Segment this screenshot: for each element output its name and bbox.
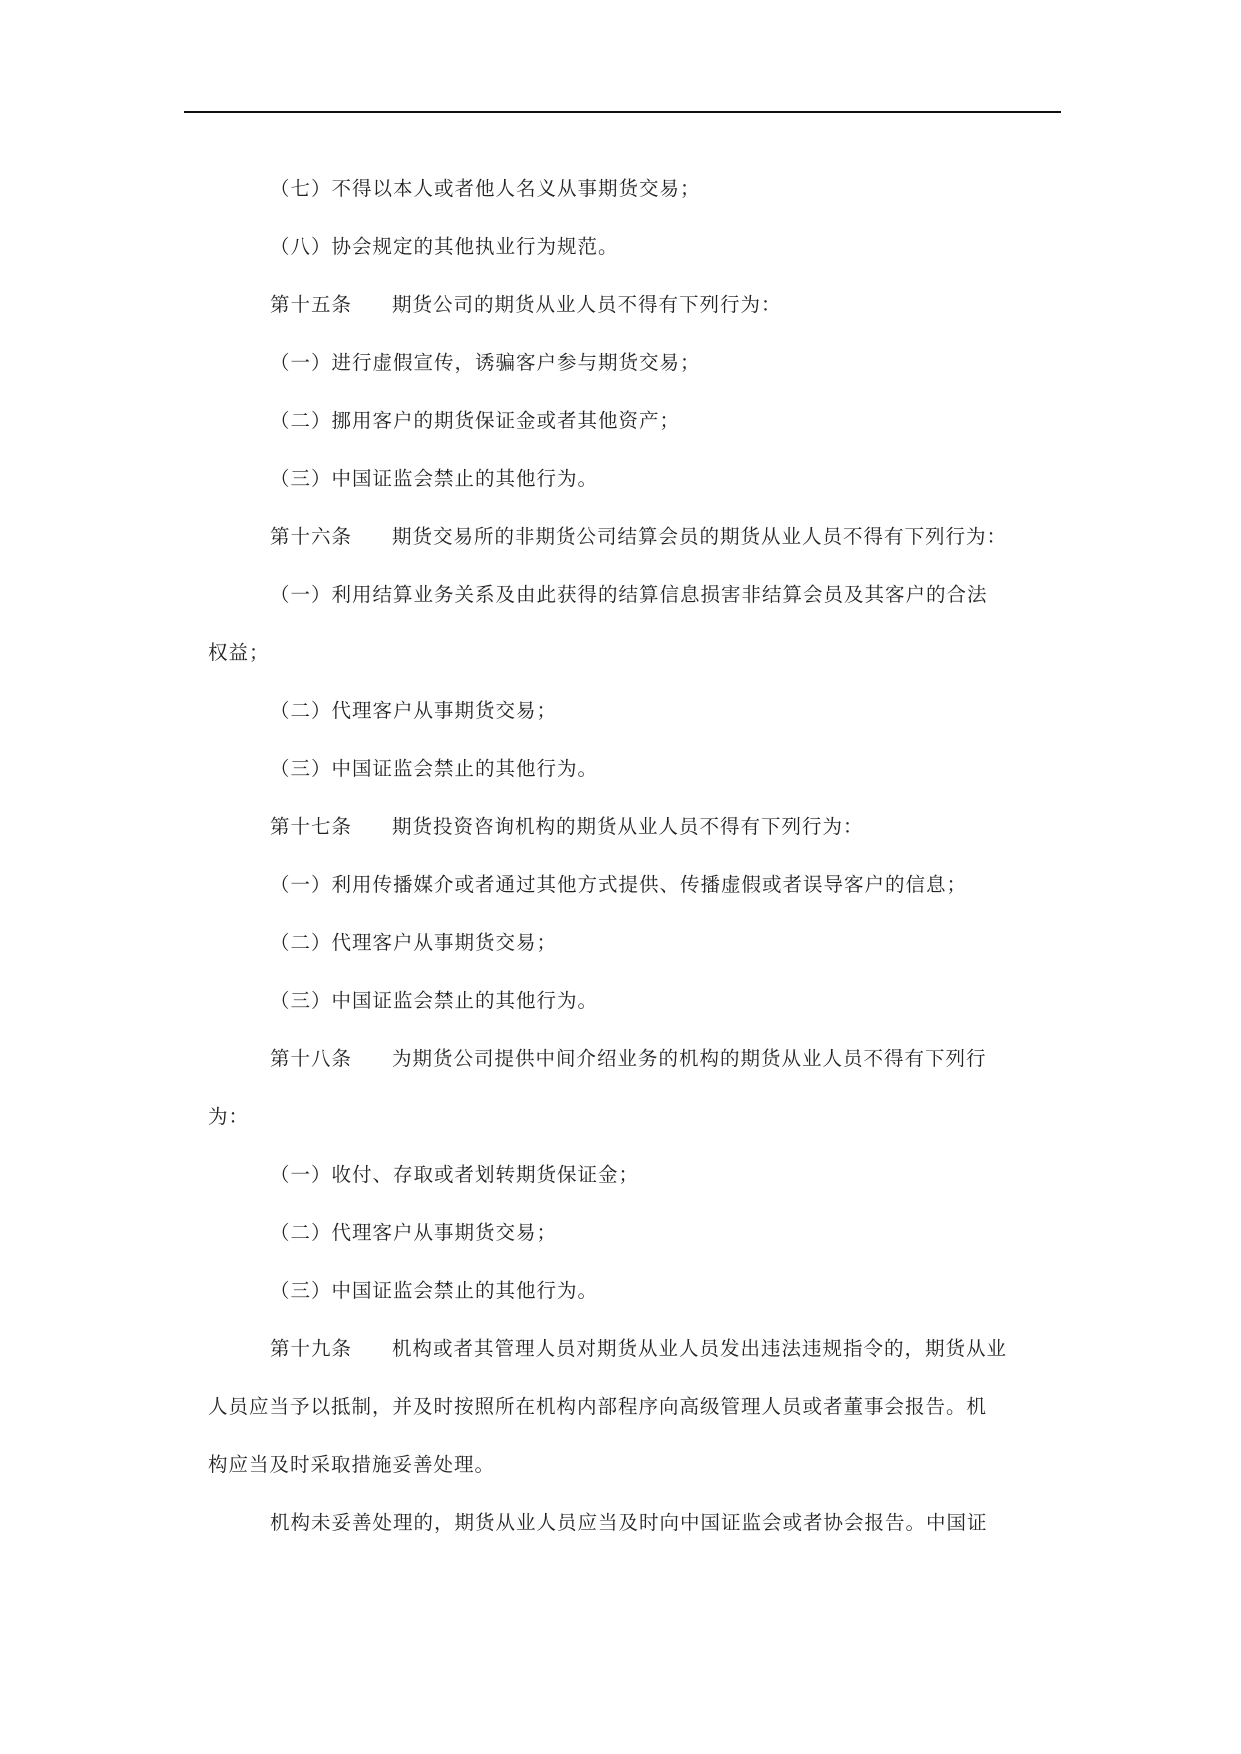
- article-continuation: 人员应当予以抵制，并及时按照所在机构内部程序向高级管理人员或者董事会报告。机: [208, 1395, 988, 1418]
- article-heading: [270, 1335, 1007, 1363]
- list-item: （三）中国证监会禁止的其他行为。: [270, 467, 599, 490]
- article-number: 第十九条: [270, 1337, 353, 1360]
- article-continuation: 为：: [208, 1105, 250, 1128]
- list-item: （二）代理客户从事期货交易；: [270, 931, 558, 954]
- list-item: （三）中国证监会禁止的其他行为。: [270, 1279, 599, 1302]
- article-text: 期货交易所的非期货公司结算会员的期货从业人员不得有下列行为：: [392, 525, 1008, 548]
- article-heading: [270, 813, 864, 841]
- list-item: （八）协会规定的其他执业行为规范。: [270, 235, 619, 258]
- list-item: （二）挪用客户的期货保证金或者其他资产；: [270, 409, 681, 432]
- list-item: （三）中国证监会禁止的其他行为。: [270, 989, 599, 1012]
- article-continuation: 构应当及时采取措施妥善处理。: [208, 1453, 496, 1476]
- article-number: 第十五条: [270, 293, 353, 316]
- article-number: 第十七条: [270, 815, 353, 838]
- article-number: 第十八条: [270, 1047, 353, 1070]
- list-item: （二）代理客户从事期货交易；: [270, 1221, 558, 1244]
- article-heading: [270, 1045, 987, 1073]
- header-rule: [184, 111, 1061, 113]
- article-text: 期货公司的期货从业人员不得有下列行为：: [392, 293, 782, 316]
- article-number: 第十六条: [270, 525, 353, 548]
- article-heading: [270, 291, 782, 319]
- article-text: 机构或者其管理人员对期货从业人员发出违法违规指令的，期货从业: [392, 1337, 1008, 1360]
- article-heading: [270, 523, 1007, 551]
- article-text: 为期货公司提供中间介绍业务的机构的期货从业人员不得有下列行: [392, 1047, 987, 1070]
- list-item: （一）收付、存取或者划转期货保证金；: [270, 1163, 640, 1186]
- list-item: （一）利用传播媒介或者通过其他方式提供、传播虚假或者误导客户的信息；: [270, 873, 968, 896]
- list-item: （三）中国证监会禁止的其他行为。: [270, 757, 599, 780]
- list-item-continuation: 权益；: [208, 641, 270, 664]
- list-item: （七）不得以本人或者他人名义从事期货交易；: [270, 177, 701, 200]
- list-item: （一）利用结算业务关系及由此获得的结算信息损害非结算会员及其客户的合法: [270, 583, 988, 606]
- list-item: （二）代理客户从事期货交易；: [270, 699, 558, 722]
- list-item: （一）进行虚假宣传，诱骗客户参与期货交易；: [270, 351, 701, 374]
- paragraph: 机构未妥善处理的，期货从业人员应当及时向中国证监会或者协会报告。中国证: [270, 1511, 988, 1534]
- article-text: 期货投资咨询机构的期货从业人员不得有下列行为：: [392, 815, 864, 838]
